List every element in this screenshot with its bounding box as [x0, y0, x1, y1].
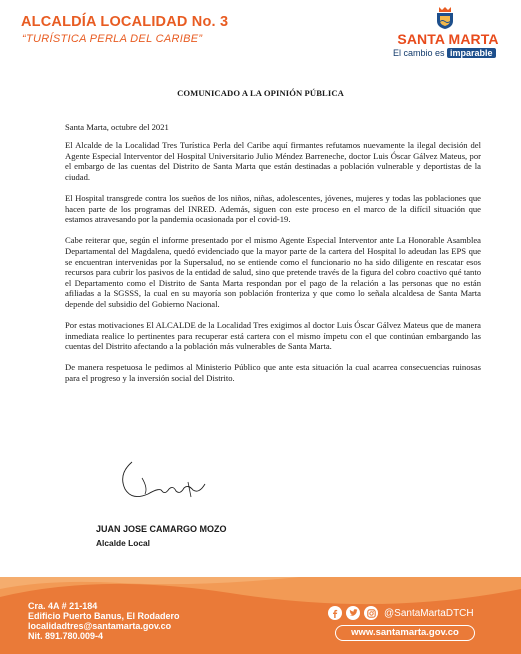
website-link[interactable]: www.santamarta.gov.co	[335, 625, 475, 641]
twitter-icon[interactable]	[346, 606, 360, 620]
signer-role: Alcalde Local	[96, 538, 150, 548]
footer-address	[28, 601, 180, 641]
signer-name: JUAN JOSE CAMARGO MOZO	[96, 524, 227, 534]
tagline-highlight: imparable	[447, 48, 496, 58]
document-title: COMUNICADO A LA OPINIÓN PÚBLICA	[177, 88, 344, 98]
tagline-prefix: El cambio es	[393, 48, 445, 58]
letterhead	[0, 0, 521, 70]
footer	[0, 577, 521, 654]
coat-of-arms-icon	[435, 6, 455, 30]
office-subtitle: “TURÍSTICA PERLA DEL CARIBE”	[22, 33, 203, 45]
address-line: Cra. 4A # 21-184	[28, 601, 98, 611]
email-link[interactable]: localidadtres@santamarta.gov.co	[28, 621, 172, 631]
document-date: Santa Marta, octubre del 2021	[65, 122, 169, 132]
address-line: Edificio Puerto Banus, El Rodadero	[28, 611, 180, 621]
social-links	[328, 605, 474, 621]
paragraph: Cabe reiterar que, según el informe presentado por el mismo Agente Especial Interventor ante La Honorable Asamblea Departamental del Magdalena, quedó evidenciado que la mayor parte de la cartera del Hospital lo adeudan las EPS que se encuentran intervenidas por la Supersalud, no se entiende como el funcionario no ha sido diligente en rescatar esos recursos para cubrir los pasivos de la entidad de salud, sino que pretende través de la figura del cobro coactivo qué tanto el Departamento como el Distrito de Santa Marta respondan por el pago de la relación a las personas que no están afiliadas a la SGSSS, la cual en su mayoría son población fronteriza y que como lo señala alcaldesa de Santa Marta depende del subsidio del Gobierno Nacional.	[65, 235, 481, 309]
paragraph: El Alcalde de la Localidad Tres Turística Perla del Caribe aquí firmantes refutamos nuevamente la ilegal decisión del Agente Especial Interventor del Hospital Universitario Julio Méndez Barreneche, doctor Luis Óscar Gálvez Mateus, por el embargo de las cuentas del Distrito de Santa Marta que están destinadas a población vulnerable y deportistas de la ciudad.	[65, 140, 481, 182]
social-handle[interactable]: @SantaMartaDTCH	[384, 607, 474, 619]
paragraph: Por estas motivaciones El ALCALDE de la Localidad Tres exigimos al doctor Luis Óscar Gálvez Mateus que de manera inmediata realice lo pertinentes para recuperar está cartera con el mismo ímpetu con el que continúan embargando las cuentas del Distrito afectando a la población más vulnerables de Santa Marta.	[65, 320, 481, 352]
document-body	[65, 140, 481, 394]
santa-marta-logo	[392, 6, 504, 64]
paragraph: El Hospital transgrede contra los sueños de los niños, niñas, adolescentes, jóvenes, mujeres y todas las poblaciones que hacen parte de los programas del INRED. Además, siguen con este proceso en el marco de la difícil situación que estamos atravesando por la pandemia ocasionada por el covid-19.	[65, 192, 481, 225]
brand-name: SANTA MARTA	[397, 31, 499, 47]
facebook-icon[interactable]	[328, 606, 342, 620]
nit-number: Nit. 891.780.009-4	[28, 631, 104, 641]
instagram-icon[interactable]	[364, 606, 378, 620]
handwritten-signature	[118, 458, 208, 506]
brand-tagline	[393, 48, 496, 58]
office-title: ALCALDÍA LOCALIDAD No. 3	[21, 14, 229, 30]
paragraph: De manera respetuosa le pedimos al Ministerio Público que ante esta situación la cual acarrea consecuencias ruinosas para el progreso y la inversión social del Distrito.	[65, 362, 481, 384]
